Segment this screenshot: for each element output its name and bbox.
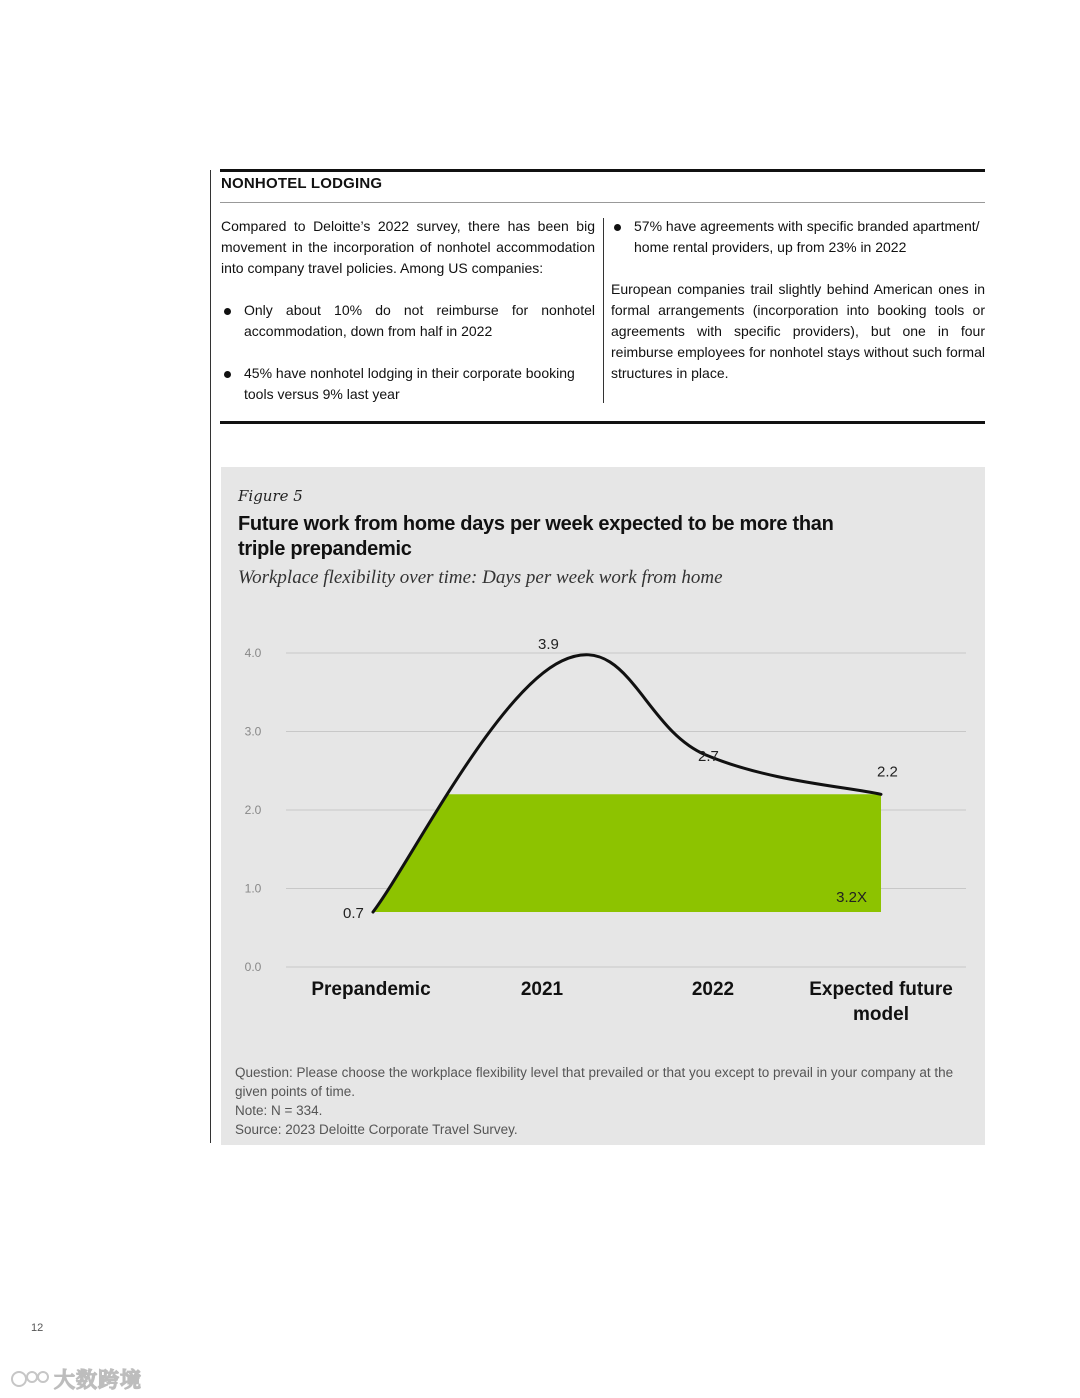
data-label: 3.9: [538, 635, 559, 653]
left-intro-paragraph: Compared to Deloitte’s 2022 survey, there has been big movement in the incorporation of nonhotel accommodation into company travel policies. Among US companies:: [221, 218, 595, 276]
x-tick-label: Expected future: [809, 979, 953, 1000]
left-column: [221, 216, 595, 405]
data-label: 0.7: [343, 905, 364, 923]
bullet-item: 45% have nonhotel lodging in their corporate booking tools versus 9% last year: [221, 363, 595, 405]
line-chart: [221, 467, 985, 1057]
highlight-area: [373, 794, 881, 912]
source-note: Source: 2023 Deloitte Corporate Travel Survey.: [235, 1122, 518, 1137]
section-title: NONHOTEL LODGING: [221, 175, 383, 192]
figure-notes: [235, 1063, 975, 1139]
multiplier-label: 3.2X: [836, 889, 867, 907]
page-number: 12: [31, 1322, 44, 1334]
section-bottom-rule: [220, 421, 985, 424]
figure-panel: [221, 467, 985, 1145]
column-divider: [603, 218, 604, 403]
question-note: Question: Please choose the workplace flexibility level that prevailed or that you except to prevail in your company at the given points of time.: [235, 1065, 954, 1099]
watermark-text: 大数跨境: [54, 1369, 142, 1392]
data-label: 2.2: [877, 763, 898, 781]
bullet-item: 57% have agreements with specific branded apartment/ home rental providers, up from 23% in 2022: [611, 216, 985, 258]
y-tick-label: 1.0: [244, 881, 262, 896]
watermark: [10, 1364, 142, 1394]
figure-subtitle: Workplace flexibility over time: Days per week work from home: [238, 567, 723, 588]
figure-label: Figure 5: [238, 487, 303, 505]
data-label: 2.7: [698, 748, 719, 766]
section-title-rule: [220, 202, 985, 203]
y-tick-label: 3.0: [244, 724, 262, 739]
watermark-logo-icon: [10, 1368, 50, 1390]
x-tick-label: Prepandemic: [311, 979, 431, 1000]
left-margin-rule: [210, 170, 211, 1143]
x-tick-label: 2021: [520, 979, 564, 1000]
x-tick-label: model: [853, 1004, 909, 1025]
bullet-item: Only about 10% do not reimburse for nonhotel accommodation, down from half in 2022: [221, 300, 595, 342]
sample-note: Note: N = 334.: [235, 1103, 323, 1118]
right-paragraph: European companies trail slightly behind American ones in formal arrangements (incorporation into booking tools or agreements with specific providers), but one in four reimburse employees for nonhotel stays without such formal structures in place.: [611, 281, 985, 381]
x-tick-label: 2022: [691, 979, 735, 1000]
figure-title: Future work from home days per week expected to be more than triple prepandemic: [238, 513, 834, 560]
y-tick-label: 4.0: [244, 646, 262, 660]
y-tick-label: 2.0: [244, 803, 262, 817]
section-top-rule: [220, 169, 985, 172]
y-tick-label: 0.0: [244, 960, 262, 974]
right-column: [611, 216, 985, 384]
